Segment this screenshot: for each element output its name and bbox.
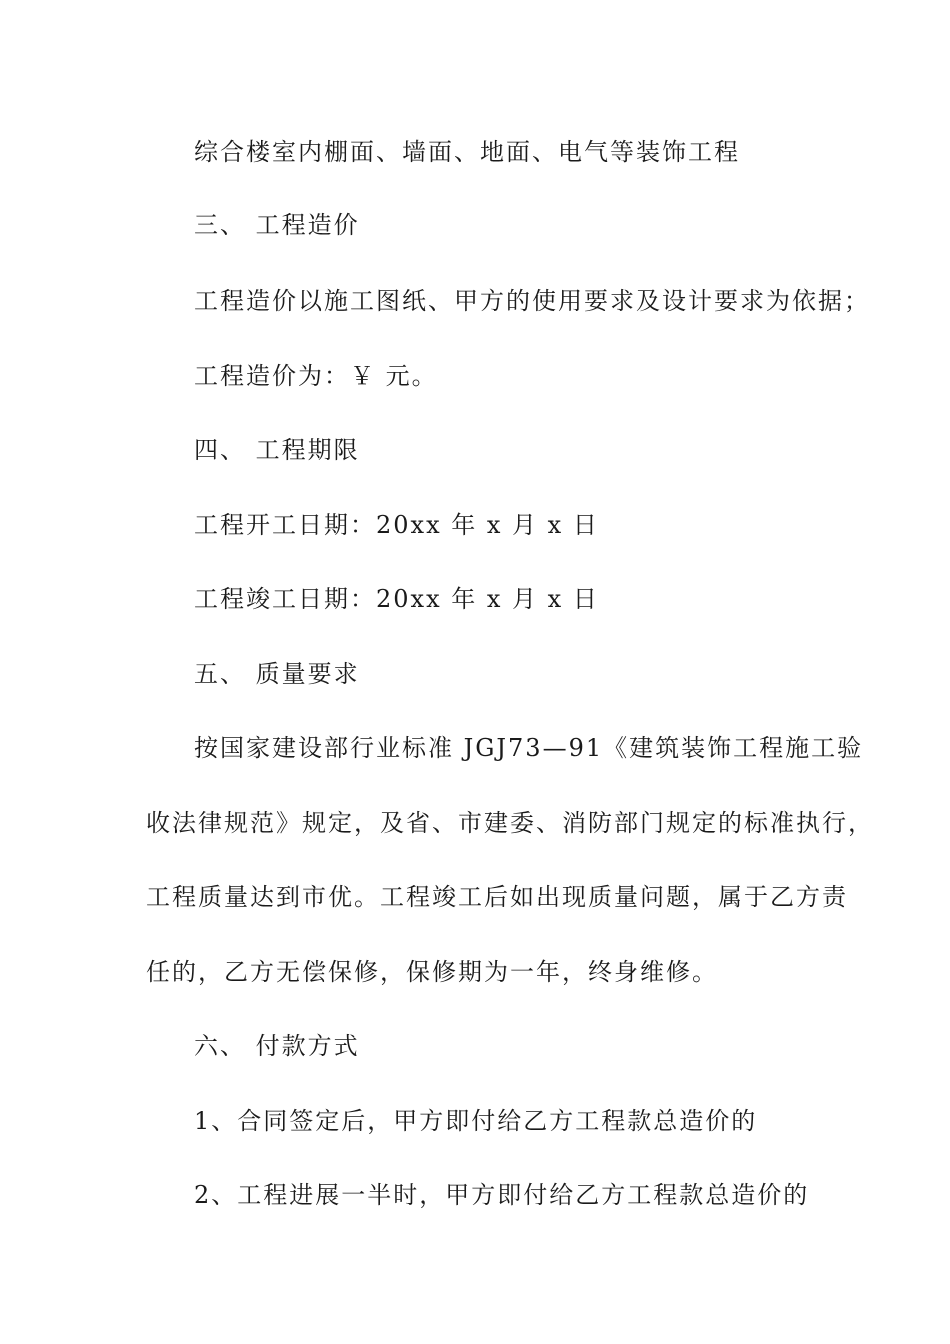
cost-amount-text: 工程造价为：￥ 元。 <box>194 362 438 390</box>
section-heading-quality: 五、 质量要求 <box>194 660 360 688</box>
payment-item-1: 1、合同签定后，甲方即付给乙方工程款总造价的 <box>194 1107 758 1135</box>
start-date-text: 工程开工日期：20xx 年 x 月 x 日 <box>194 511 599 539</box>
completion-date-text: 工程竣工日期：20xx 年 x 月 x 日 <box>194 585 599 613</box>
quality-paragraph-line-1: 按国家建设部行业标准 JGJ73—91《建筑装饰工程施工验 <box>194 734 864 762</box>
section-heading-cost: 三、 工程造价 <box>194 211 360 239</box>
section-heading-period: 四、 工程期限 <box>194 436 360 464</box>
scope-text: 综合楼室内棚面、墙面、地面、电气等装饰工程 <box>194 138 740 166</box>
payment-item-2: 2、工程进展一半时，甲方即付给乙方工程款总造价的 <box>194 1181 810 1209</box>
cost-basis-text: 工程造价以施工图纸、甲方的使用要求及设计要求为依据； <box>194 287 870 315</box>
quality-paragraph-line-2: 收法律规范》规定，及省、市建委、消防部门规定的标准执行， <box>146 809 874 837</box>
quality-paragraph-line-3: 工程质量达到市优。工程竣工后如出现质量问题，属于乙方责 <box>146 883 848 911</box>
section-heading-payment: 六、 付款方式 <box>194 1032 360 1060</box>
quality-paragraph-line-4: 任的，乙方无偿保修，保修期为一年，终身维修。 <box>146 958 718 986</box>
